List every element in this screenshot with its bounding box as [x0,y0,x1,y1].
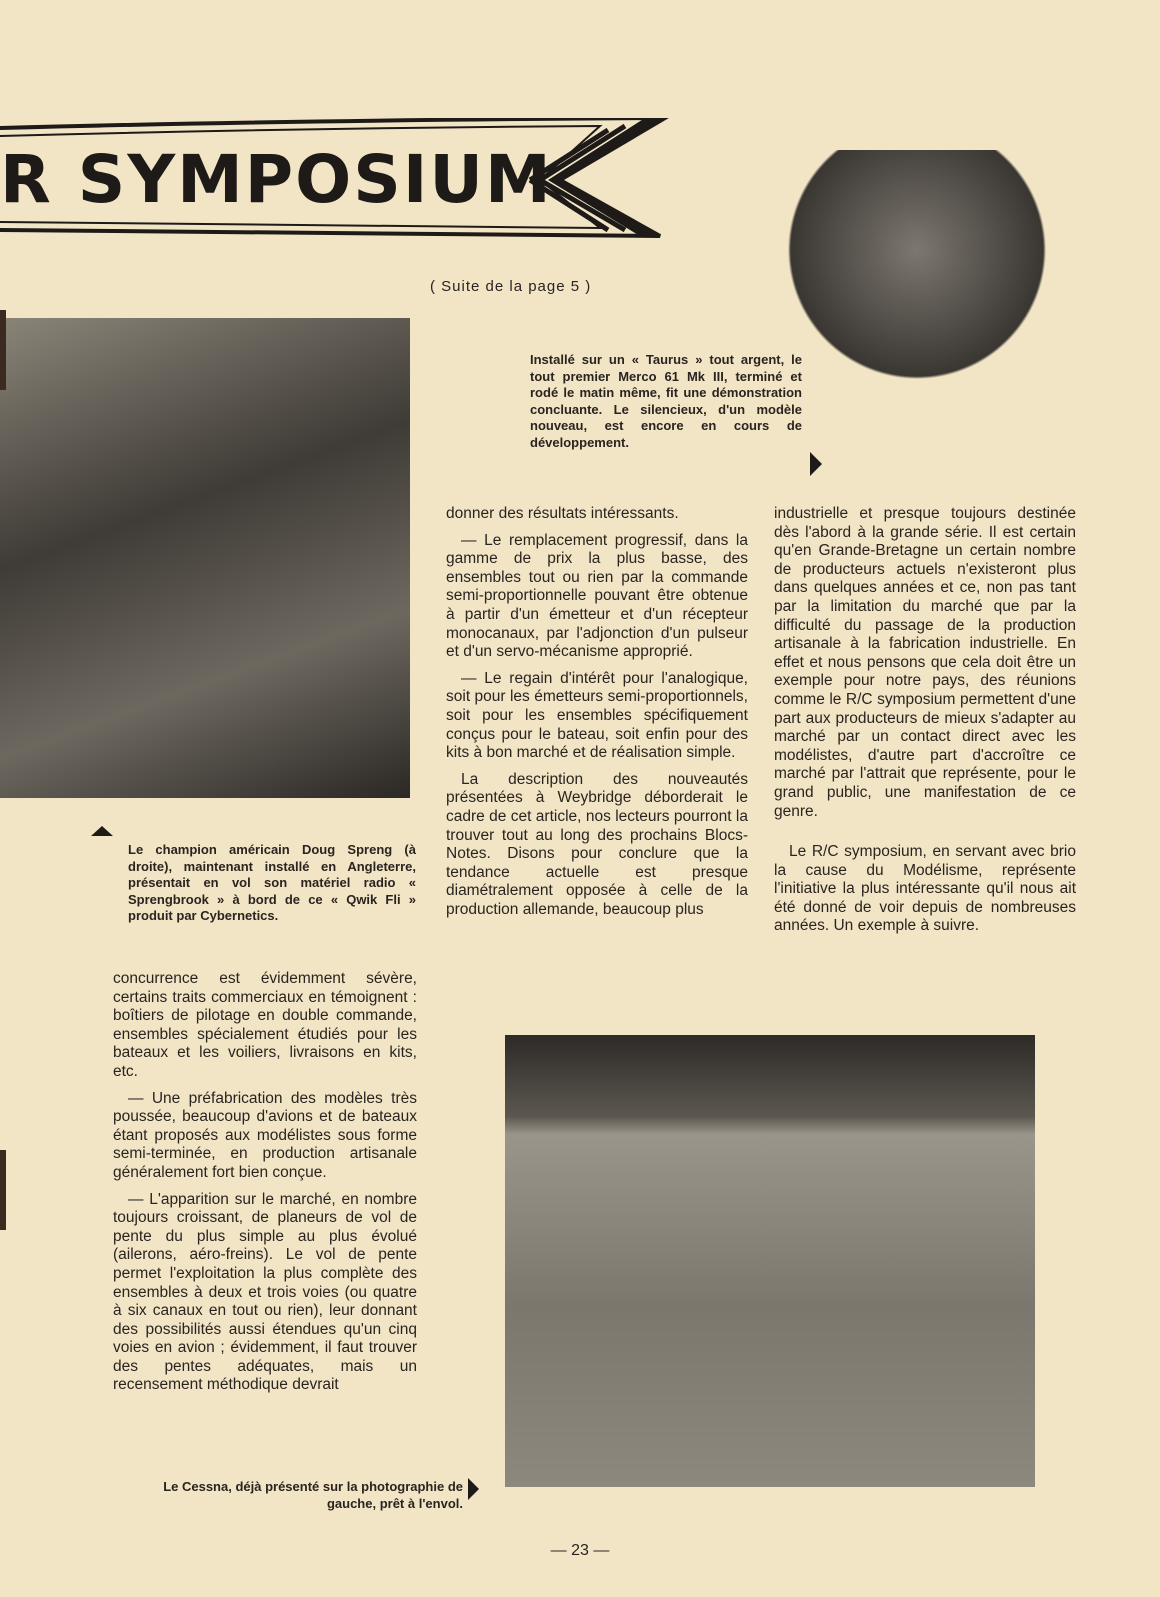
column-middle [446,505,748,927]
paragraph: — L'apparition sur le marché, en nombre toujours croissant, de planeurs de vol de pente du plus simple au plus évolué (ailerons, aéro-freins). Le vol de pente permet l'exploitation la plus complète des ensembles à deux et trois voies (ou quatre à six canaux en tout ou rien), leur donnant des possibilités aussi étendues qu'un cinq voies en avion ; évidemment, il faut trouver des pentes adéquates, mais un recensement méthodique devrait [113,1190,417,1394]
photo-champion [0,318,410,798]
column-left [113,970,417,1403]
caption-arrow-up-icon [91,826,113,836]
photo-cessna [505,1035,1035,1487]
paragraph: industrielle et presque toujours destinée dès l'abord à la grande série. Il est certain qu'en Grande-Bretagne un certain nombre de producteurs actuels n'existeront plus dans quelques années et ce, non pas tant par la limitation du marché que par la difficulté du passage de la production artisanale à la fabrication industrielle. En effet et nous pensons que cela doit être un exemple pour notre pays, des réunions comme le R/C symposium permettent d'une part aux producteurs de mieux s'adapter au marché par un contact direct avec les modélistes, d'autre part d'accroître ce marché par l'attrait que représente, pour le grand public, une manifestation de ce genre. [774,505,1076,820]
caption-arrow-right-icon [810,452,822,476]
page-title: R SYMPOSIUM [0,141,553,218]
paragraph: — Une préfabrication des modèles très poussée, beaucoup d'avions et de bateaux étant proposés aux modélistes sous forme semi-terminée, en production artisanale généralement fort bien conçue. [113,1089,417,1181]
continued-from-note: ( Suite de la page 5 ) [430,278,592,295]
paragraph: — Le remplacement progressif, dans la gamme de prix la plus basse, des ensembles tout ou rien par la commande semi-proportionnelle pouvant être obtenue à partir d'un émetteur et d'un récepteur monocanaux, par l'adjonction d'un pulseur et d'un servo-mécanisme approprié. [446,531,748,661]
binding-mark [0,1150,6,1230]
paragraph: concurrence est évidemment sévère, certains traits commerciaux en témoignent : boîtiers de pilotage en double commande, ensembles spécialement étudiés pour les bateaux et les voiliers, livraisons en kits, etc. [113,970,417,1080]
caption-arrow-right-icon [468,1478,479,1500]
caption-engine: Installé sur un « Taurus » tout argent, le tout premier Merco 61 Mk III, terminé et rodé le matin même, fit une démonstration concluante. Le silencieux, d'un modèle nouveau, est encore en cours de développement. [530,352,802,450]
caption-cessna: Le Cessna, déjà présenté sur la photographie de gauche, prêt à l'envol. [163,1479,463,1511]
paragraph: donner des résultats intéressants. [446,505,679,522]
column-right [774,505,1076,944]
binding-mark [0,310,6,390]
paragraph: La description des nouveautés présentées à Weybridge déborderait le cadre de cet article, nos lecteurs pourront la trouver tout au long des prochains Blocs-Notes. Disons pour conclure que la tendance actuelle est presque diamétralement opposée à celle de la production allemande, beaucoup plus [446,770,748,918]
paragraph: Le R/C symposium, en servant avec brio la cause du Modélisme, représente l'initiative la plus intéressante qu'il nous ait été donné de voir depuis de nombreuses années. Un exemple à suivre. [774,843,1076,935]
caption-champion: Le champion américain Doug Spreng (à droite), maintenant installé en Angleterre, présentait en vol son matériel radio « Sprengbrook » à bord de ce « Qwik Fli » produit par Cybernetics. [128,842,416,923]
page-number: — 23 — [550,1542,610,1559]
paragraph: — Le regain d'intérêt pour l'analogique, soit pour les émetteurs semi-proportionnels, soit pour les ensembles spécifiquement conçus pour le bateau, soit enfin pour des kits à bon marché et de réalisation simple. [446,669,748,762]
